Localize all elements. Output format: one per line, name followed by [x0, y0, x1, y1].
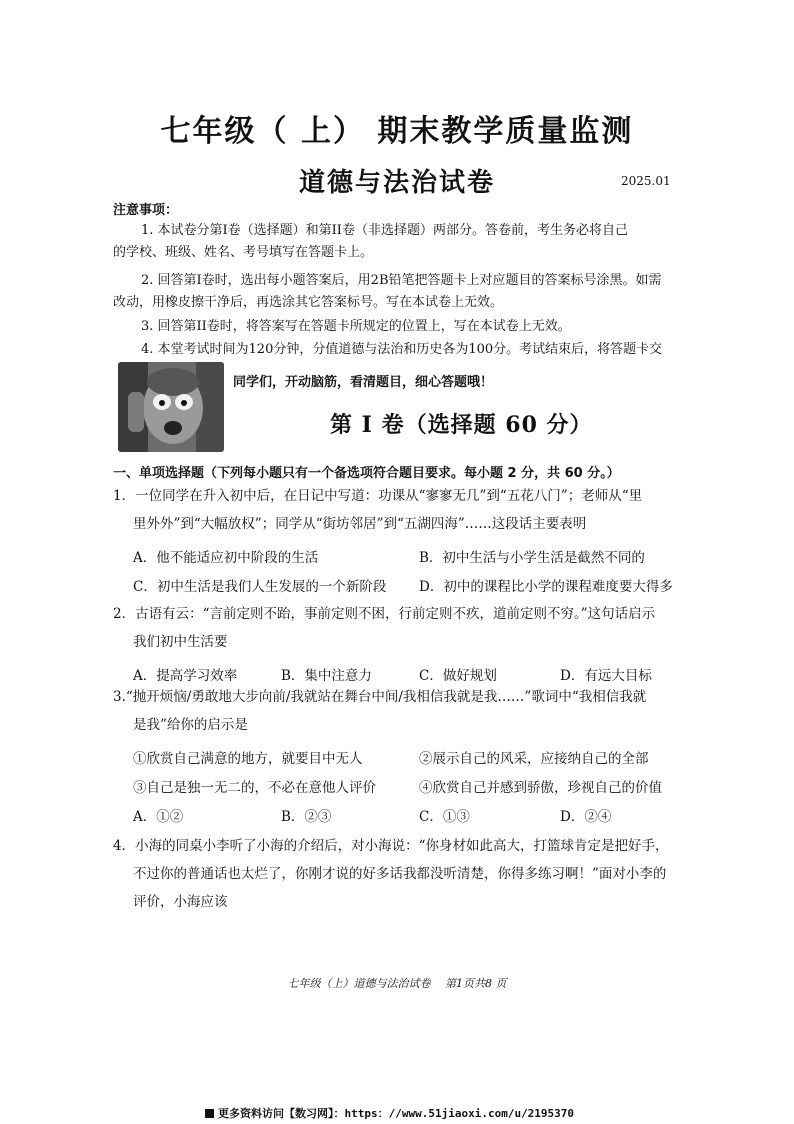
q2-option-d: D．有远大目标: [560, 668, 652, 684]
q3-statement-3: ③自己是独一无二的，不必在意他人评价: [133, 780, 376, 796]
flag-icon: [205, 1109, 214, 1118]
q4-stem-line-2: 不过你的普通话也太烂了，你刚才说的好多话我都没听清楚，你得多练习啊！”面对小李的: [133, 866, 667, 882]
q2-option-b: B．集中注意力: [281, 668, 372, 684]
notice-heading: 注意事项：: [113, 203, 179, 218]
surprised-face-illustration: [118, 362, 224, 452]
notice-line-6: 4. 本堂考试时间为120分钟，分值道德与法治和历史各为100分。考试结束后，将答题卡交: [141, 342, 663, 357]
notice-line-3: 2. 回答第I卷时，选出每小题答案后，用2B铅笔把答题卡上对应题目的答案标号涂黑。如需: [141, 273, 662, 288]
q2-stem-line-2: 我们初中生活要: [133, 634, 228, 650]
q2-stem-line-1: 2．古语有云：“言前定则不跆，事前定则不困，行前定则不疚，道前定则不穷。”这句话启示: [113, 606, 656, 622]
notice-line-5: 3. 回答第II卷时，将答案写在答题卡所规定的位置上，写在本试卷上无效。: [141, 319, 571, 334]
q3-option-b: B．②③: [281, 809, 332, 825]
q3-option-a: A．①②: [133, 809, 184, 825]
q1-stem-line-2: 里外外”到“大幅放权”；同学从“街坊邻居”到“五湖四海”……这段话主要表明: [133, 516, 587, 532]
resource-link[interactable]: [205, 1105, 574, 1121]
q3-stem-line-2: 是我”给你的启示是: [133, 717, 248, 733]
part-one-title: 第 I 卷（选择题 60 分）: [330, 412, 593, 438]
q1-option-d: D．初中的课程比小学的课程难度要大得多: [419, 579, 673, 595]
q2-option-c: C．做好规划: [419, 668, 497, 684]
q1-option-a: A．他不能适应初中阶段的生活: [133, 550, 319, 566]
q3-statement-2: ②展示自己的风采，应接纳自己的全部: [419, 751, 649, 767]
q4-stem-line-1: 4．小海的同桌小李听了小海的介绍后，对小海说：“你身材如此高大，打篮球肯定是把好手，: [113, 838, 669, 854]
exam-title: 七年级（ 上） 期末教学质量监测: [160, 114, 634, 149]
q3-option-c: C．①③: [419, 809, 470, 825]
section-heading: 一、单项选择题（下列每小题只有一个备选项符合题目要求。每小题 2 分，共 60 分。）: [113, 466, 620, 481]
q3-statement-4: ④欣赏自己并感到骄傲，珍视自己的价值: [419, 780, 662, 796]
q3-stem-line-1: 3.“抛开烦恼/勇敢地大步向前/我就站在舞台中间/我相信我就是我……”歌词中“我相信我就: [113, 689, 647, 705]
exam-subtitle: 道德与法治试卷: [298, 168, 495, 198]
page-footer: 七年级（上）道德与法治试卷 第1页共8 页: [287, 977, 507, 990]
q3-statement-1: ①欣赏自己满意的地方，就要目中无人: [133, 751, 363, 767]
slogan-text: 同学们，开动脑筋，看清题目，细心答题哦！: [233, 375, 494, 390]
q3-option-d: D．②④: [560, 809, 612, 825]
q4-stem-line-3: 评价，小海应该: [133, 894, 228, 910]
q1-stem-line-1: 1．一位同学在升入初中后，在日记中写道：功课从“寥寥无几”到“五花八门”；老师从“里: [113, 488, 643, 504]
notice-line-4: 改动，用橡皮擦干净后，再选涂其它答案标号。写在本试卷上无效。: [113, 295, 504, 310]
q1-option-b: B．初中生活与小学生活是截然不同的: [419, 550, 645, 566]
notice-line-2: 的学校、班级、姓名、考号填写在答题卡上。: [113, 245, 374, 260]
q2-option-a: A．提高学习效率: [133, 668, 238, 684]
exam-date: 2025.01: [621, 174, 671, 188]
resource-link-text[interactable]: 更多资料访问【数习网】：https：//www.51jiaoxi.com/u/2195370: [218, 1107, 575, 1120]
q1-option-c: C．初中生活是我们人生发展的一个新阶段: [133, 579, 387, 595]
notice-line-1: 1. 本试卷分第I卷（选择题）和第II卷（非选择题）两部分。答卷前，考生务必将自己: [141, 223, 628, 238]
